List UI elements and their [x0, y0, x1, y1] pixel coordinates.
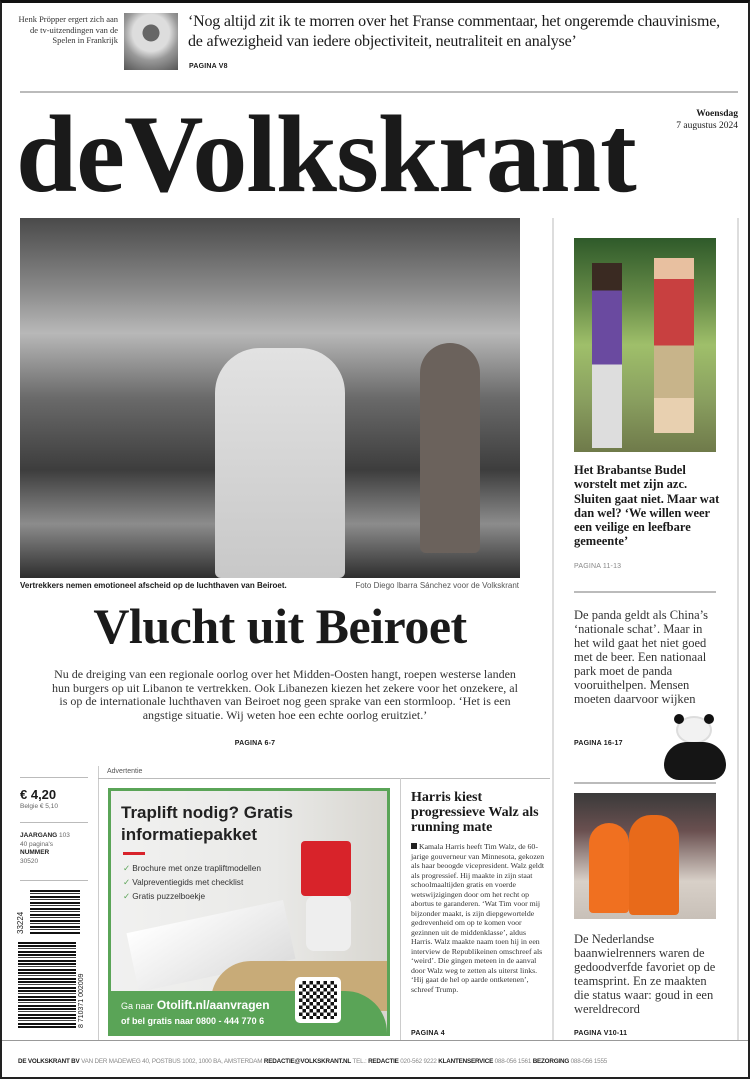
author-photo [124, 13, 178, 70]
photo-figure [215, 348, 345, 578]
cycling-page: PAGINA V10-11 [574, 1030, 628, 1037]
teaser-author-blurb: Henk Pröpper ergert zich aan de tv-uitzendingen van de Spelen in Frankrijk [18, 14, 118, 45]
divider [20, 880, 88, 881]
nummer: 30520 [20, 857, 39, 865]
divider [20, 777, 88, 778]
masthead-logo: deVolkskrant [16, 93, 636, 215]
harris-headline[interactable]: Harris kiest progressieve Walz als running mate [411, 790, 539, 835]
footer-klantenservice: 088-056 1561 [494, 1058, 532, 1065]
ad-cta-url[interactable]: Otolift.nl/aanvragen [156, 998, 270, 1012]
teaser-page: PAGINA V8 [189, 63, 228, 70]
footer-redactie-label: REDACTIE [368, 1058, 399, 1065]
harris-page: PAGINA 4 [411, 1030, 445, 1037]
barcode [18, 890, 88, 1030]
footer-redactie: 020-562 9222 [400, 1058, 437, 1065]
pages-count: 40 pagina's [20, 840, 54, 848]
ad-title: Traplift nodig? Gratis informatiepakket [121, 803, 293, 844]
barcode-addon: 33224 [16, 911, 25, 934]
ad-phone: of bel gratis naar 0800 - 444 770 6 [121, 1016, 265, 1026]
cycling-text[interactable]: De Nederlandse baanwielrenners waren de gedoodverfde favoriet op de teamsprint. En ze maakten die status waar: goud in een wereldrecord [574, 932, 716, 1016]
ad-accent-bar [123, 852, 145, 855]
ad-cta [121, 998, 270, 1012]
barcode-bars [18, 942, 76, 1028]
divider [98, 778, 550, 779]
divider [98, 766, 99, 1040]
footer-company: DE VOLKSKRANT BV [18, 1058, 80, 1065]
divider [20, 822, 88, 823]
cycling-photo[interactable] [574, 793, 716, 919]
nummer-label: NUMMER [20, 849, 50, 856]
footer-email[interactable]: REDACTIE@VOLKSKRANT.NL [263, 1058, 352, 1065]
barcode-number: 8 710371 002009 [78, 973, 85, 1028]
divider [574, 782, 716, 784]
footer [18, 1058, 738, 1065]
photo-figure [589, 823, 629, 913]
photo-figure [592, 263, 622, 448]
footer-tel: TEL.: [352, 1058, 367, 1065]
ad-cta-band [111, 991, 387, 1033]
photo-figure [420, 343, 480, 553]
lead-photo[interactable] [20, 218, 520, 578]
teaser-quote[interactable]: ‘Nog altijd zit ik te morren over het Franse commentaar, het ongeremde chauvinisme, de afwezigheid van iedere objectiviteit, neutraliteit en analyse’ [188, 13, 720, 50]
edition-info [20, 832, 70, 866]
budel-page: PAGINA 11-13 [574, 563, 622, 570]
jaargang-label: JAARGANG [20, 832, 58, 839]
check-icon: ✓ [123, 891, 130, 901]
harris-body [411, 842, 545, 994]
masthead-date [676, 108, 738, 132]
photo-caption: Vertrekkers nemen emotioneel afscheid op de luchthaven van Beiroet. [20, 581, 287, 590]
ad-item: Gratis puzzelboekje [132, 891, 206, 901]
budel-photo[interactable] [574, 238, 716, 452]
lead-page: PAGINA 6-7 [234, 740, 276, 747]
stairlift-seat-image [301, 841, 351, 896]
ad-list [123, 861, 261, 903]
ad-item: Brochure met onze trapliftmodellen [132, 863, 261, 873]
photo-credit: Foto Diego Ibarra Sánchez voor de Volkskrant [355, 581, 519, 590]
divider [574, 591, 716, 593]
jaargang: 103 [59, 832, 70, 839]
footer-bezorging: 088-056 1555 [570, 1058, 608, 1065]
panda-page: PAGINA 16-17 [574, 740, 623, 747]
panda-image [664, 714, 726, 780]
stairlift-base-image [306, 896, 351, 951]
footer-klantenservice-label: KLANTENSERVICE [438, 1058, 494, 1065]
weekday: Woensdag [696, 109, 738, 119]
ad-item: Valpreventiegids met checklist [132, 877, 244, 887]
check-icon: ✓ [123, 863, 130, 873]
footer-bezorging-label: BEZORGING [532, 1058, 570, 1065]
divider [400, 778, 401, 1040]
lead-lede: Nu de dreiging van een regionale oorlog over het Midden-Oosten hangt, roepen westerse landen hun burgers op uit Libanon te vertrekken. Ook Libanezen kiezen het zekere voor het onzekere, al is op de internationale luchthaven van Beiroet nog geen sprake van een stormloop. ‘Het is een angstige situatie. Wij weten hoe een echte oorlog eruitziet.’ [52, 667, 518, 722]
ad-label: Advertentie [107, 768, 143, 775]
footer-address: VAN DER MADEWEG 40, POSTBUS 1002, 1000 BA, AMSTERDAM [81, 1058, 263, 1065]
photo-figure [654, 258, 694, 433]
price: € 4,20 [20, 787, 57, 802]
harris-body-text: Kamala Harris heeft Tim Walz, de 60-jarige gouverneur van Minnesota, gekozen als haar beoogde vicepresident. Walz geldt als progressief. Hij maakte in zijn staat schoolmaaltijden gratis en voerde wetswijzigingen door om het recht op abortus te garanderen. ‘Wat Tim voor mij bijzonder maakt, is zijn diepgewortelde gedrevenheid om op te komen voor gezinnen uit de middenklasse’, aldus Harris. Walz maakte naam toen hij in een interview de Republikeinen omschreef als ‘weird’. Die gingen meteen in de aanval door Walz weg te zetten als uiterst links. ‘Hij gaat de hel op aarde ontketenen’, schreef Trump. [411, 842, 545, 994]
traplift-ad[interactable] [108, 788, 390, 1036]
lead-headline[interactable]: Vlucht uit Beiroet [93, 598, 467, 654]
bullet-square-icon [411, 843, 417, 849]
divider [2, 1040, 748, 1041]
barcode-bars [30, 890, 80, 935]
price-belgium: Belgie € 5,10 [20, 803, 58, 810]
check-icon: ✓ [123, 877, 130, 887]
ad-cta-prefix: Ga naar [121, 1001, 154, 1011]
panda-text[interactable]: De panda geldt als China’s ‘nationale schat’. Maar in het wild gaat het niet goed met de beer. Een nationaal park moet de panda vooruithelpen. Mensen moeten daarvoor wijken [574, 608, 708, 706]
qr-code[interactable] [295, 977, 341, 1023]
date: 7 augustus 2024 [676, 121, 738, 131]
photo-figure [629, 815, 679, 915]
budel-headline[interactable]: Het Brabantse Budel worstelt met zijn azc. Sluiten gaat niet. Maar wat dan wel? ‘We willen weer een veilige en leefbare gemeente’ [574, 463, 720, 549]
